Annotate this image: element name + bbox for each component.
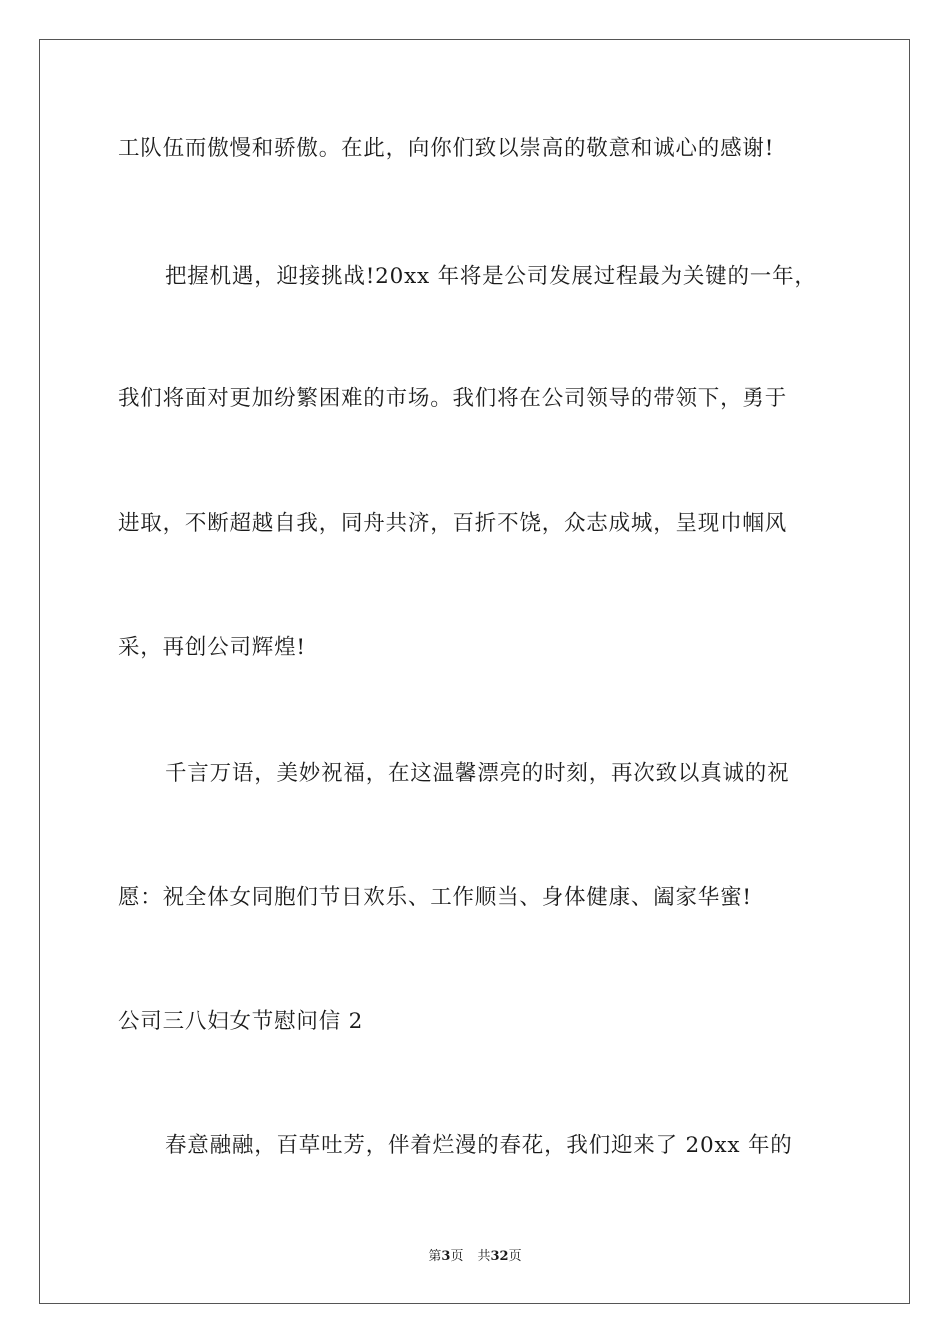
footer-total-pages: 32 [490, 1249, 509, 1264]
text-line-4: 进取，不断超越自我，同舟共济，百折不饶，众志成城，呈现巾帼风 [118, 511, 788, 536]
footer-page-number: 3 [441, 1249, 451, 1264]
page-border [39, 39, 910, 1304]
text-line-2: 把握机遇，迎接挑战!20xx 年将是公司发展过程最为关键的一年， [165, 264, 817, 289]
footer-page-prefix: 第 [428, 1249, 442, 1264]
text-line-7: 愿：祝全体女同胞们节日欢乐、工作顺当、身体健康、阖家华蜜! [118, 885, 752, 910]
text-line-9: 春意融融，百草吐芳，伴着烂漫的春花，我们迎来了 20xx 年的 [165, 1133, 793, 1158]
text-line-5: 采，再创公司辉煌! [118, 635, 306, 660]
footer-page-suffix: 页 [450, 1249, 464, 1264]
text-line-6: 千言万语，美妙祝福，在这温馨漂亮的时刻，再次致以真诚的祝 [165, 761, 790, 786]
section-heading: 公司三八妇女节慰问信 2 [118, 1009, 364, 1034]
footer-total-prefix: 共 [477, 1249, 491, 1264]
text-line-1: 工队伍而傲慢和骄傲。在此，向你们致以崇高的敬意和诚心的感谢! [118, 136, 775, 161]
footer-total-suffix: 页 [508, 1249, 522, 1264]
text-line-3: 我们将面对更加纷繁困难的市场。我们将在公司领导的带领下，勇于 [118, 386, 788, 411]
page-footer [0, 1248, 950, 1266]
